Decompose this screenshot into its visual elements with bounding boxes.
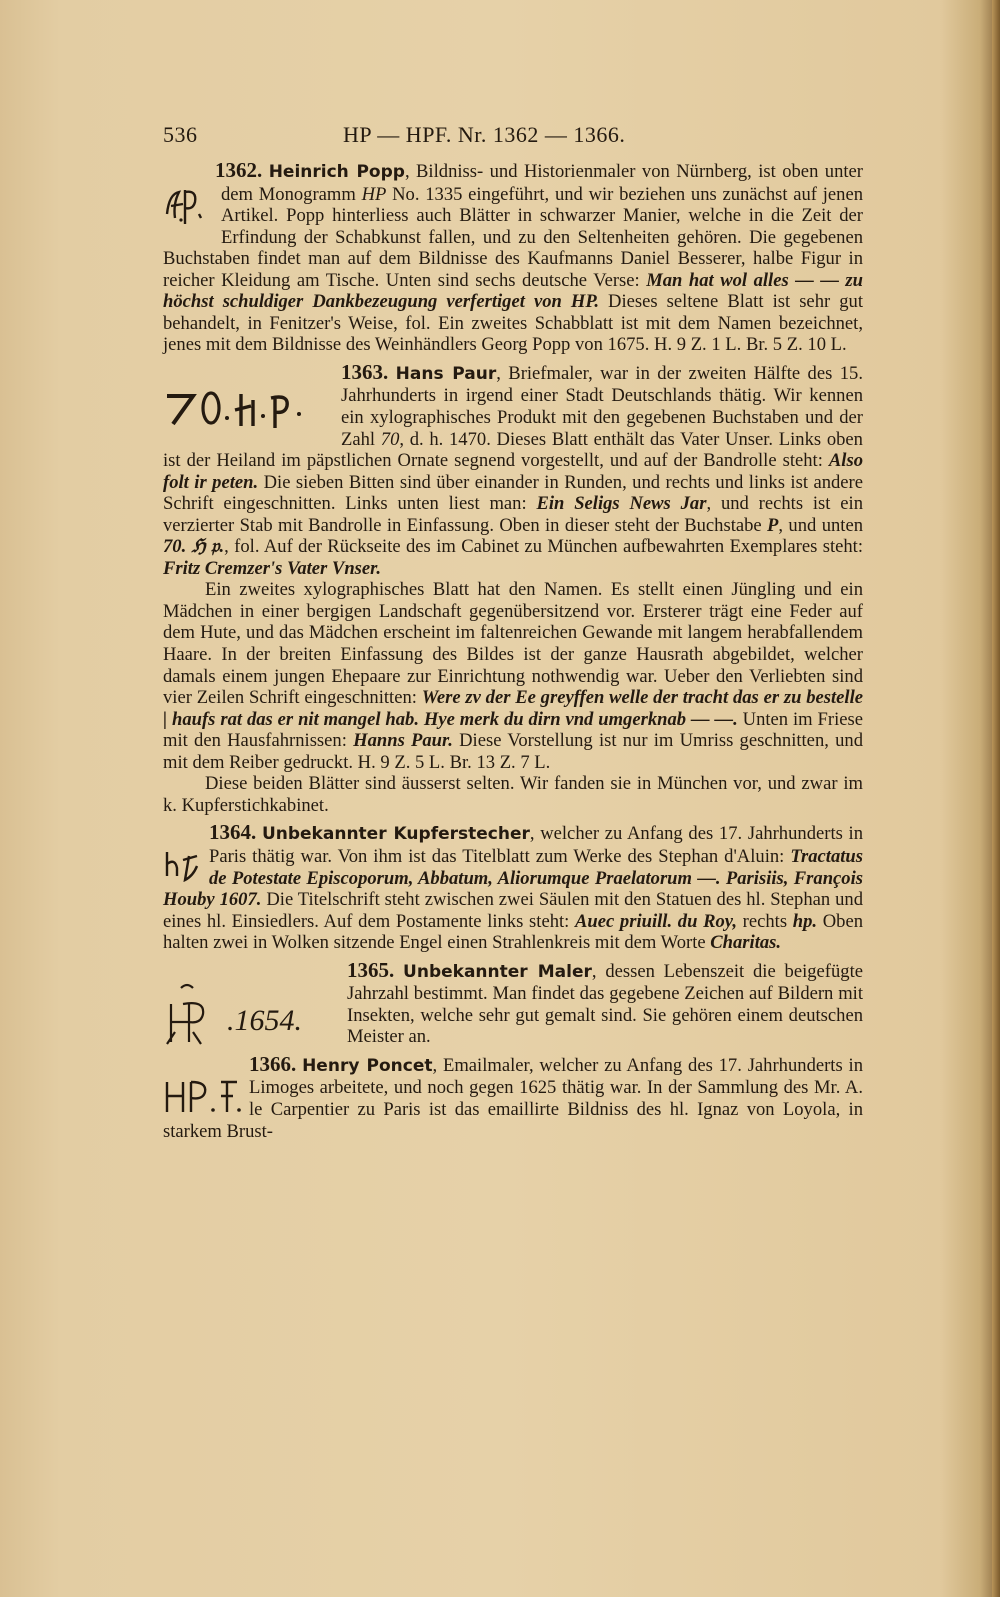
entry-text: , d. h. 1470. Dieses Blatt enthält das Vater Unser. Links oben ist der Heiland im päpstlichen Ornate segnend vorgestellt, und auf der Bandrolle steht: (163, 428, 863, 472)
entry-1363 (163, 359, 864, 816)
page-number: 536 (163, 122, 198, 147)
entry-text: Dieses seltene Blatt ist sehr gut behandelt, in Fenitzer's Weise, fol. Ein zweites Schabblatt ist mit dem Namen bezeichnet, jenes mit dem Bildnisse des Weinhändlers Georg Popp von 1675. H. 9 Z. 1 L. Br. 5 Z. 10 L. (163, 291, 863, 356)
entry-number: 1366. (249, 1051, 297, 1076)
inscription-quote: Fritz Cremzer's Vater Vnser. (163, 557, 382, 579)
entry-text: , Bildniss- und Historienmaler von Nürnberg, ist oben unter dem Monogramm (221, 161, 863, 205)
inscription-quote: Ein Seligs News Jar (536, 493, 707, 515)
monogram-hp-1654-icon (163, 982, 339, 1048)
running-title: HP — HPF. Nr. 1362 — 1366. (343, 122, 626, 147)
entry-name: Heinrich Popp (268, 162, 405, 182)
entry-text: , Briefmaler, war in der zweiten Hälfte des 15. Jahrhunderts in irgend einer Stadt Deutschlands thätig. Wir kennen ein xylographisches Produkt mit den gegebenen Buchstaben und der Zahl (341, 362, 863, 450)
monogram-hp-small-icon (163, 846, 201, 882)
inscription-quote: Were zv der Ee greyffen welle der tracht das er zu bestelle | haufs rat das er nit mangel hab. Hye merk du dirn vnd umgerknab — —. (163, 687, 863, 730)
entry-1362 (163, 160, 863, 356)
page-header (163, 122, 853, 152)
inline-year: 70 (380, 428, 400, 450)
inscription-quote: P (767, 514, 779, 536)
inscription-quote: hp. (792, 910, 818, 932)
entry-name: Unbekannter Kupferstecher (261, 824, 530, 845)
title-quote: Tractatus de Potestate Episcoporum, Abbatum, Aliorumque Praelatorum —. Parisiis, François Houby 1607. (163, 845, 863, 911)
entry-text: rechts (737, 910, 793, 932)
entry-name: Hans Paur (395, 363, 497, 384)
entry-text: Die Titelschrift steht zwischen zwei Säulen mit den Statuen des hl. Stephan und eines hl. Einsiedlers. Auf dem Postamente links steht: (163, 889, 863, 932)
entry-text: , fol. Auf der Rückseite des im Cabinet zu München aufbewahrten Exemplares steht: (224, 536, 864, 558)
inscription-quote: Auec priuill. du Roy, (575, 910, 738, 932)
entry-text: No. 1335 eingeführt, und wir beziehen uns zunächst auf jenen Artikel. Popp hinterliess auch Blätter in schwarzer Manier, welche in die Zeit der Erfindung der Schabkunst fallen, und zu den Seltenheiten gehören. Die gegebenen Buchstaben findet man auf dem Bildnisse des Kaufmanns Daniel Besserer, halbe Figur in reicher Kleidung am Tische. Unten sind sechs deutsche Verse: (163, 183, 863, 291)
page-body (163, 160, 863, 1148)
entry-1364 (163, 822, 863, 953)
inscription-quote: Charitas. (710, 932, 782, 954)
verse-quote: Man hat wol alles — — zu höchst schuldiger Dankbezeugung verfertiget von HP. (163, 269, 863, 313)
entry-text: Oben halten zwei in Wolken sitzende Engel einen Strahlenkreis mit dem Worte (163, 910, 863, 954)
inline-monogram: HP (361, 183, 387, 205)
entry-text: , und unten (778, 514, 863, 536)
monogram-70-hp-icon (163, 386, 333, 448)
inscription-quote: Also folt ir peten. (163, 450, 863, 493)
entry-text: Unten im Friese mit den Hausfahrnissen: (163, 708, 863, 752)
inscription-quote: Hanns Paur. (353, 730, 453, 752)
entry-text: Die sieben Bitten sind über einander in Runden, und rechts und links ist andere Schrift eingeschnitten. Links unten liest man: (163, 471, 864, 515)
inscription-quote: 70. ℌ 𝔭. (163, 536, 225, 558)
entry-text: Diese Vorstellung ist nur im Umriss geschnitten, und mit dem Reiber gedruckt. H. 9 Z. 5 L. Br. 13 Z. 7 L. (163, 730, 863, 773)
entry-text: Ein zweites xylographisches Blatt hat den Namen. Es stellt einen Jüngling und ein Mädchen in einer bergigen Landschaft gegenübersitzend vor. Ersterer trägt eine Feder auf dem Hute, und das Mädchen erscheint im faltenreichen Gewande mit langem herabfallendem Haare. In der breiten Einfassung des Bildes ist der ganze Hausrath abgebildet, welcher damals einem jungen Ehepaare zur Einrichtung nothwendig war. Ueber den Verliebten sind vier Zeilen Schrift eingeschnitten: (163, 579, 863, 709)
entry-1365 (163, 957, 863, 1048)
page-edge (992, 0, 1000, 1597)
svg-text:.1654.: .1654. (227, 1003, 302, 1037)
entry-1366 (163, 1051, 863, 1142)
entry-number: 1362. (215, 158, 263, 182)
entry-number: 1364. (209, 820, 257, 845)
monogram-hp-icon (163, 184, 213, 246)
monogram-hpf-icon (163, 1078, 241, 1116)
entry-text: , dessen Lebenszeit die beigefügte Jahrzahl bestimmt. Man findet das gegebene Zeichen auf Bildern mit Insekten, welche sehr gut gemalt sind. Sie gehören einem deutschen Meister an. (347, 960, 863, 1048)
entry-text: , und rechts ist ein verzierter Stab mit Bandrolle in Einfassung. Oben in dieser steht der Buchstabe (163, 493, 864, 536)
entry-number: 1363. (341, 359, 389, 384)
entry-name: Unbekannter Maler (403, 961, 592, 982)
entry-text: , welcher zu Anfang des 17. Jahrhunderts in Paris thätig war. Von ihm ist das Titelblatt zum Werke des Stephan d'Aluin: (209, 823, 863, 867)
entry-text: Diese beiden Blätter sind äusserst selten. Wir fanden sie in München vor, und zwar im k. Kupferstichkabinet. (163, 773, 863, 816)
entry-number: 1365. (347, 957, 395, 982)
entry-text: , Emailmaler, welcher zu Anfang des 17. Jahrhunderts in Limoges arbeitete, und noch gegen 1625 thätig war. In der Sammlung des Mr. A. le Carpentier zu Paris ist das emaillirte Bildniss des hl. Ignaz von Loyola, in starkem Brust- (163, 1054, 863, 1142)
entry-name: Henry Poncet (302, 1055, 433, 1076)
